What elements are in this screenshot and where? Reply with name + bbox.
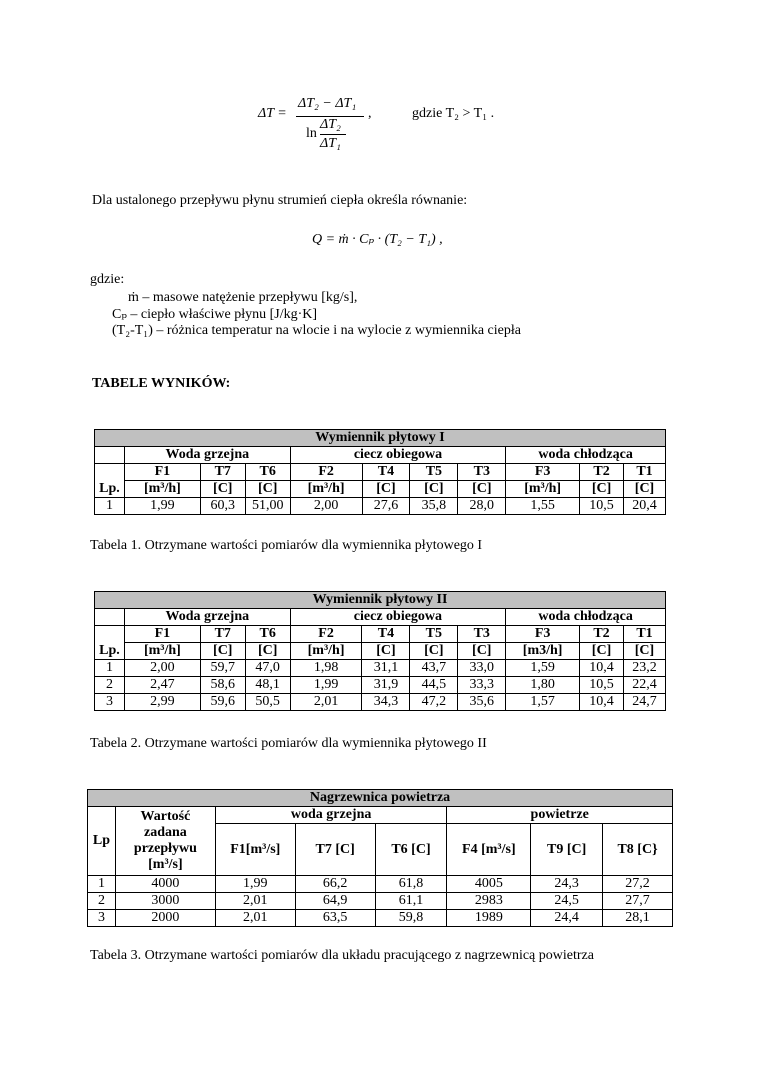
- table-cell: 59,6: [200, 694, 245, 711]
- setpoint-line: [m³/s]: [148, 857, 183, 872]
- table-cell: 24,5: [531, 893, 603, 910]
- where-label: gdzie:: [90, 272, 125, 287]
- col-name: T2: [580, 464, 624, 481]
- results-table-1: [94, 429, 666, 515]
- table-cell: 24,4: [531, 910, 603, 927]
- table-cell: 10,4: [580, 694, 624, 711]
- col-name: T7: [200, 464, 245, 481]
- table-cell: 1,99: [215, 876, 295, 893]
- col-head: T9 [C]: [531, 824, 603, 876]
- col-unit: [m³/h]: [290, 643, 362, 660]
- col-unit: [C]: [200, 643, 245, 660]
- col-name: T2: [580, 626, 624, 643]
- col-unit: [C]: [580, 481, 624, 498]
- table-cell: 59,8: [375, 910, 447, 927]
- col-unit: [C]: [245, 643, 290, 660]
- table-cell: 31,1: [362, 660, 410, 677]
- table-cell: 28,1: [603, 910, 673, 927]
- col-unit: [C]: [362, 481, 410, 498]
- formula-condition: gdzie T₂ > T₁ .: [412, 106, 495, 121]
- setpoint-header: [115, 807, 215, 876]
- lp-header: Lp: [88, 807, 116, 876]
- col-unit: [m³/h]: [124, 643, 200, 660]
- col-name: T5: [410, 626, 458, 643]
- group-circulating-fluid: ciecz obiegowa: [290, 609, 506, 626]
- table-cell: 2983: [447, 893, 531, 910]
- table-cell: 10,5: [580, 677, 624, 694]
- table-cell: 10,4: [580, 660, 624, 677]
- table-row: [88, 893, 673, 910]
- table-title: Wymiennik płytowy II: [95, 592, 666, 609]
- col-head: F1[m³/s]: [215, 824, 295, 876]
- table-cell: 1: [88, 876, 116, 893]
- table-row: [95, 694, 666, 711]
- table-title: Nagrzewnica powietrza: [88, 790, 673, 807]
- table-cell: 1,57: [506, 694, 580, 711]
- table-cell: 47,0: [245, 660, 290, 677]
- definition-specific-heat: Cₚ – ciepło właściwe płynu [J/kg·K]: [112, 307, 318, 322]
- table-cell: 2,00: [290, 498, 362, 515]
- col-name: F3: [506, 626, 580, 643]
- group-cooling-water: woda chłodząca: [506, 609, 666, 626]
- lp-header: Lp.: [95, 464, 125, 498]
- col-unit: [C]: [245, 481, 290, 498]
- col-unit: [C]: [580, 643, 624, 660]
- table-cell: 33,0: [458, 660, 506, 677]
- table-row: [95, 660, 666, 677]
- empty-cell: [95, 447, 125, 464]
- formula-den-num: ΔT₂: [320, 117, 341, 132]
- table-cell: 47,2: [410, 694, 458, 711]
- table-cell: 51,00: [245, 498, 290, 515]
- results-table-3: [87, 789, 673, 927]
- table-cell: 33,3: [458, 677, 506, 694]
- col-name: T1: [624, 464, 666, 481]
- table-title: Wymiennik płytowy I: [95, 430, 666, 447]
- col-unit: [C]: [624, 481, 666, 498]
- table-row: [95, 498, 666, 515]
- results-table-2: [94, 591, 666, 711]
- col-name: F2: [290, 626, 362, 643]
- col-unit: [C]: [458, 481, 506, 498]
- table-cell: 61,1: [375, 893, 447, 910]
- col-unit: [m3/h]: [506, 643, 580, 660]
- table-cell: 59,7: [200, 660, 245, 677]
- setpoint-line: Wartość: [140, 809, 191, 824]
- table-cell: 2,00: [124, 660, 200, 677]
- group-heating-water: Woda grzejna: [124, 609, 290, 626]
- table-cell: 24,3: [531, 876, 603, 893]
- group-circulating-fluid: ciecz obiegowa: [290, 447, 506, 464]
- col-name: T4: [362, 626, 410, 643]
- table-cell: 35,6: [458, 694, 506, 711]
- table-row: [88, 910, 673, 927]
- col-name: T6: [245, 626, 290, 643]
- table-cell: 60,3: [200, 498, 245, 515]
- table-cell: 4005: [447, 876, 531, 893]
- col-unit: [m³/h]: [506, 481, 580, 498]
- setpoint-line: zadana: [144, 825, 187, 840]
- table-row: [88, 876, 673, 893]
- col-head: T7 [C]: [295, 824, 375, 876]
- table-cell: 3: [88, 910, 116, 927]
- formula-comma: ,: [368, 106, 372, 121]
- results-heading: TABELE WYNIKÓW:: [92, 376, 231, 391]
- table-cell: 34,3: [362, 694, 410, 711]
- col-unit: [C]: [458, 643, 506, 660]
- col-name: T3: [458, 464, 506, 481]
- table-cell: 2,99: [124, 694, 200, 711]
- table-cell: 4000: [115, 876, 215, 893]
- table-cell: 2,01: [215, 893, 295, 910]
- formula-ln: ln: [306, 126, 317, 141]
- col-unit: [C]: [362, 643, 410, 660]
- col-head: T8 [C}: [603, 824, 673, 876]
- table-cell: 1,59: [506, 660, 580, 677]
- formula-numerator: ΔT₂ − ΔT₁: [298, 96, 357, 111]
- table-2-caption: Tabela 2. Otrzymane wartości pomiarów dla wymiennika płytowego II: [90, 736, 487, 751]
- table-cell: 1989: [447, 910, 531, 927]
- col-name: F2: [290, 464, 362, 481]
- table-cell: 1,99: [124, 498, 200, 515]
- table-cell: 1,98: [290, 660, 362, 677]
- table-cell: 27,2: [603, 876, 673, 893]
- table-cell: 1: [95, 660, 125, 677]
- table-cell: 61,8: [375, 876, 447, 893]
- col-unit: [C]: [200, 481, 245, 498]
- table-cell: 1,80: [506, 677, 580, 694]
- col-name: T7: [200, 626, 245, 643]
- definition-temp-difference: (T₂-T₁) – różnica temperatur na wlocie i na wylocie z wymiennika ciepła: [112, 323, 521, 338]
- table-cell: 2,01: [215, 910, 295, 927]
- formula-heat-flux: Q = ṁ · Cₚ · (T₂ − T₁) ,: [312, 232, 443, 247]
- table-cell: 1,55: [506, 498, 580, 515]
- col-name: F1: [124, 464, 200, 481]
- table-cell: 2: [88, 893, 116, 910]
- inner-fraction-bar: [320, 134, 346, 135]
- col-unit: [C]: [623, 643, 665, 660]
- col-name: T4: [362, 464, 410, 481]
- col-name: F1: [124, 626, 200, 643]
- col-head: T6 [C]: [375, 824, 447, 876]
- group-cooling-water: woda chłodząca: [506, 447, 666, 464]
- table-cell: 20,4: [624, 498, 666, 515]
- table-cell: 2: [95, 677, 125, 694]
- formula-den-den: ΔT₁: [320, 136, 341, 151]
- table-cell: 31,9: [362, 677, 410, 694]
- table-cell: 43,7: [410, 660, 458, 677]
- table-cell: 63,5: [295, 910, 375, 927]
- table-cell: 3: [95, 694, 125, 711]
- table-cell: 58,6: [200, 677, 245, 694]
- table-cell: 27,6: [362, 498, 410, 515]
- col-unit: [C]: [410, 481, 458, 498]
- table-cell: 35,8: [410, 498, 458, 515]
- table-cell: 24,7: [623, 694, 665, 711]
- table-cell: 22,4: [623, 677, 665, 694]
- col-name: T5: [410, 464, 458, 481]
- table-cell: 23,2: [623, 660, 665, 677]
- col-name: T3: [458, 626, 506, 643]
- table-cell: 66,2: [295, 876, 375, 893]
- col-name: T6: [245, 464, 290, 481]
- col-unit: [m³/h]: [124, 481, 200, 498]
- table-cell: 2,47: [124, 677, 200, 694]
- definition-mass-flow: ṁ – masowe natężenie przepływu [kg/s],: [128, 290, 358, 305]
- col-head: F4 [m³/s]: [447, 824, 531, 876]
- table-cell: 48,1: [245, 677, 290, 694]
- group-heating-water: woda grzejna: [215, 807, 447, 824]
- table-cell: 1: [95, 498, 125, 515]
- intro-text: Dla ustalonego przepływu płynu strumień ciepła określa równanie:: [92, 193, 468, 208]
- table-cell: 2,01: [290, 694, 362, 711]
- table-cell: 3000: [115, 893, 215, 910]
- table-cell: 50,5: [245, 694, 290, 711]
- formula-lhs: ΔT =: [258, 106, 287, 121]
- col-name: F3: [506, 464, 580, 481]
- col-unit: [m³/h]: [290, 481, 362, 498]
- group-air: powietrze: [447, 807, 673, 824]
- table-3-caption: Tabela 3. Otrzymane wartości pomiarów dla układu pracującego z nagrzewnicą powietrza: [90, 948, 594, 963]
- table-1-caption: Tabela 1. Otrzymane wartości pomiarów dla wymiennika płytowego I: [90, 538, 483, 553]
- table-cell: 44,5: [410, 677, 458, 694]
- table-cell: 1,99: [290, 677, 362, 694]
- empty-cell: [95, 609, 125, 626]
- table-cell: 64,9: [295, 893, 375, 910]
- table-cell: 2000: [115, 910, 215, 927]
- group-heating-water: Woda grzejna: [124, 447, 290, 464]
- lp-header: Lp.: [95, 626, 125, 660]
- table-cell: 27,7: [603, 893, 673, 910]
- table-row: [95, 677, 666, 694]
- table-cell: 10,5: [580, 498, 624, 515]
- setpoint-line: przepływu: [133, 841, 197, 856]
- table-cell: 28,0: [458, 498, 506, 515]
- col-name: T1: [623, 626, 665, 643]
- col-unit: [C]: [410, 643, 458, 660]
